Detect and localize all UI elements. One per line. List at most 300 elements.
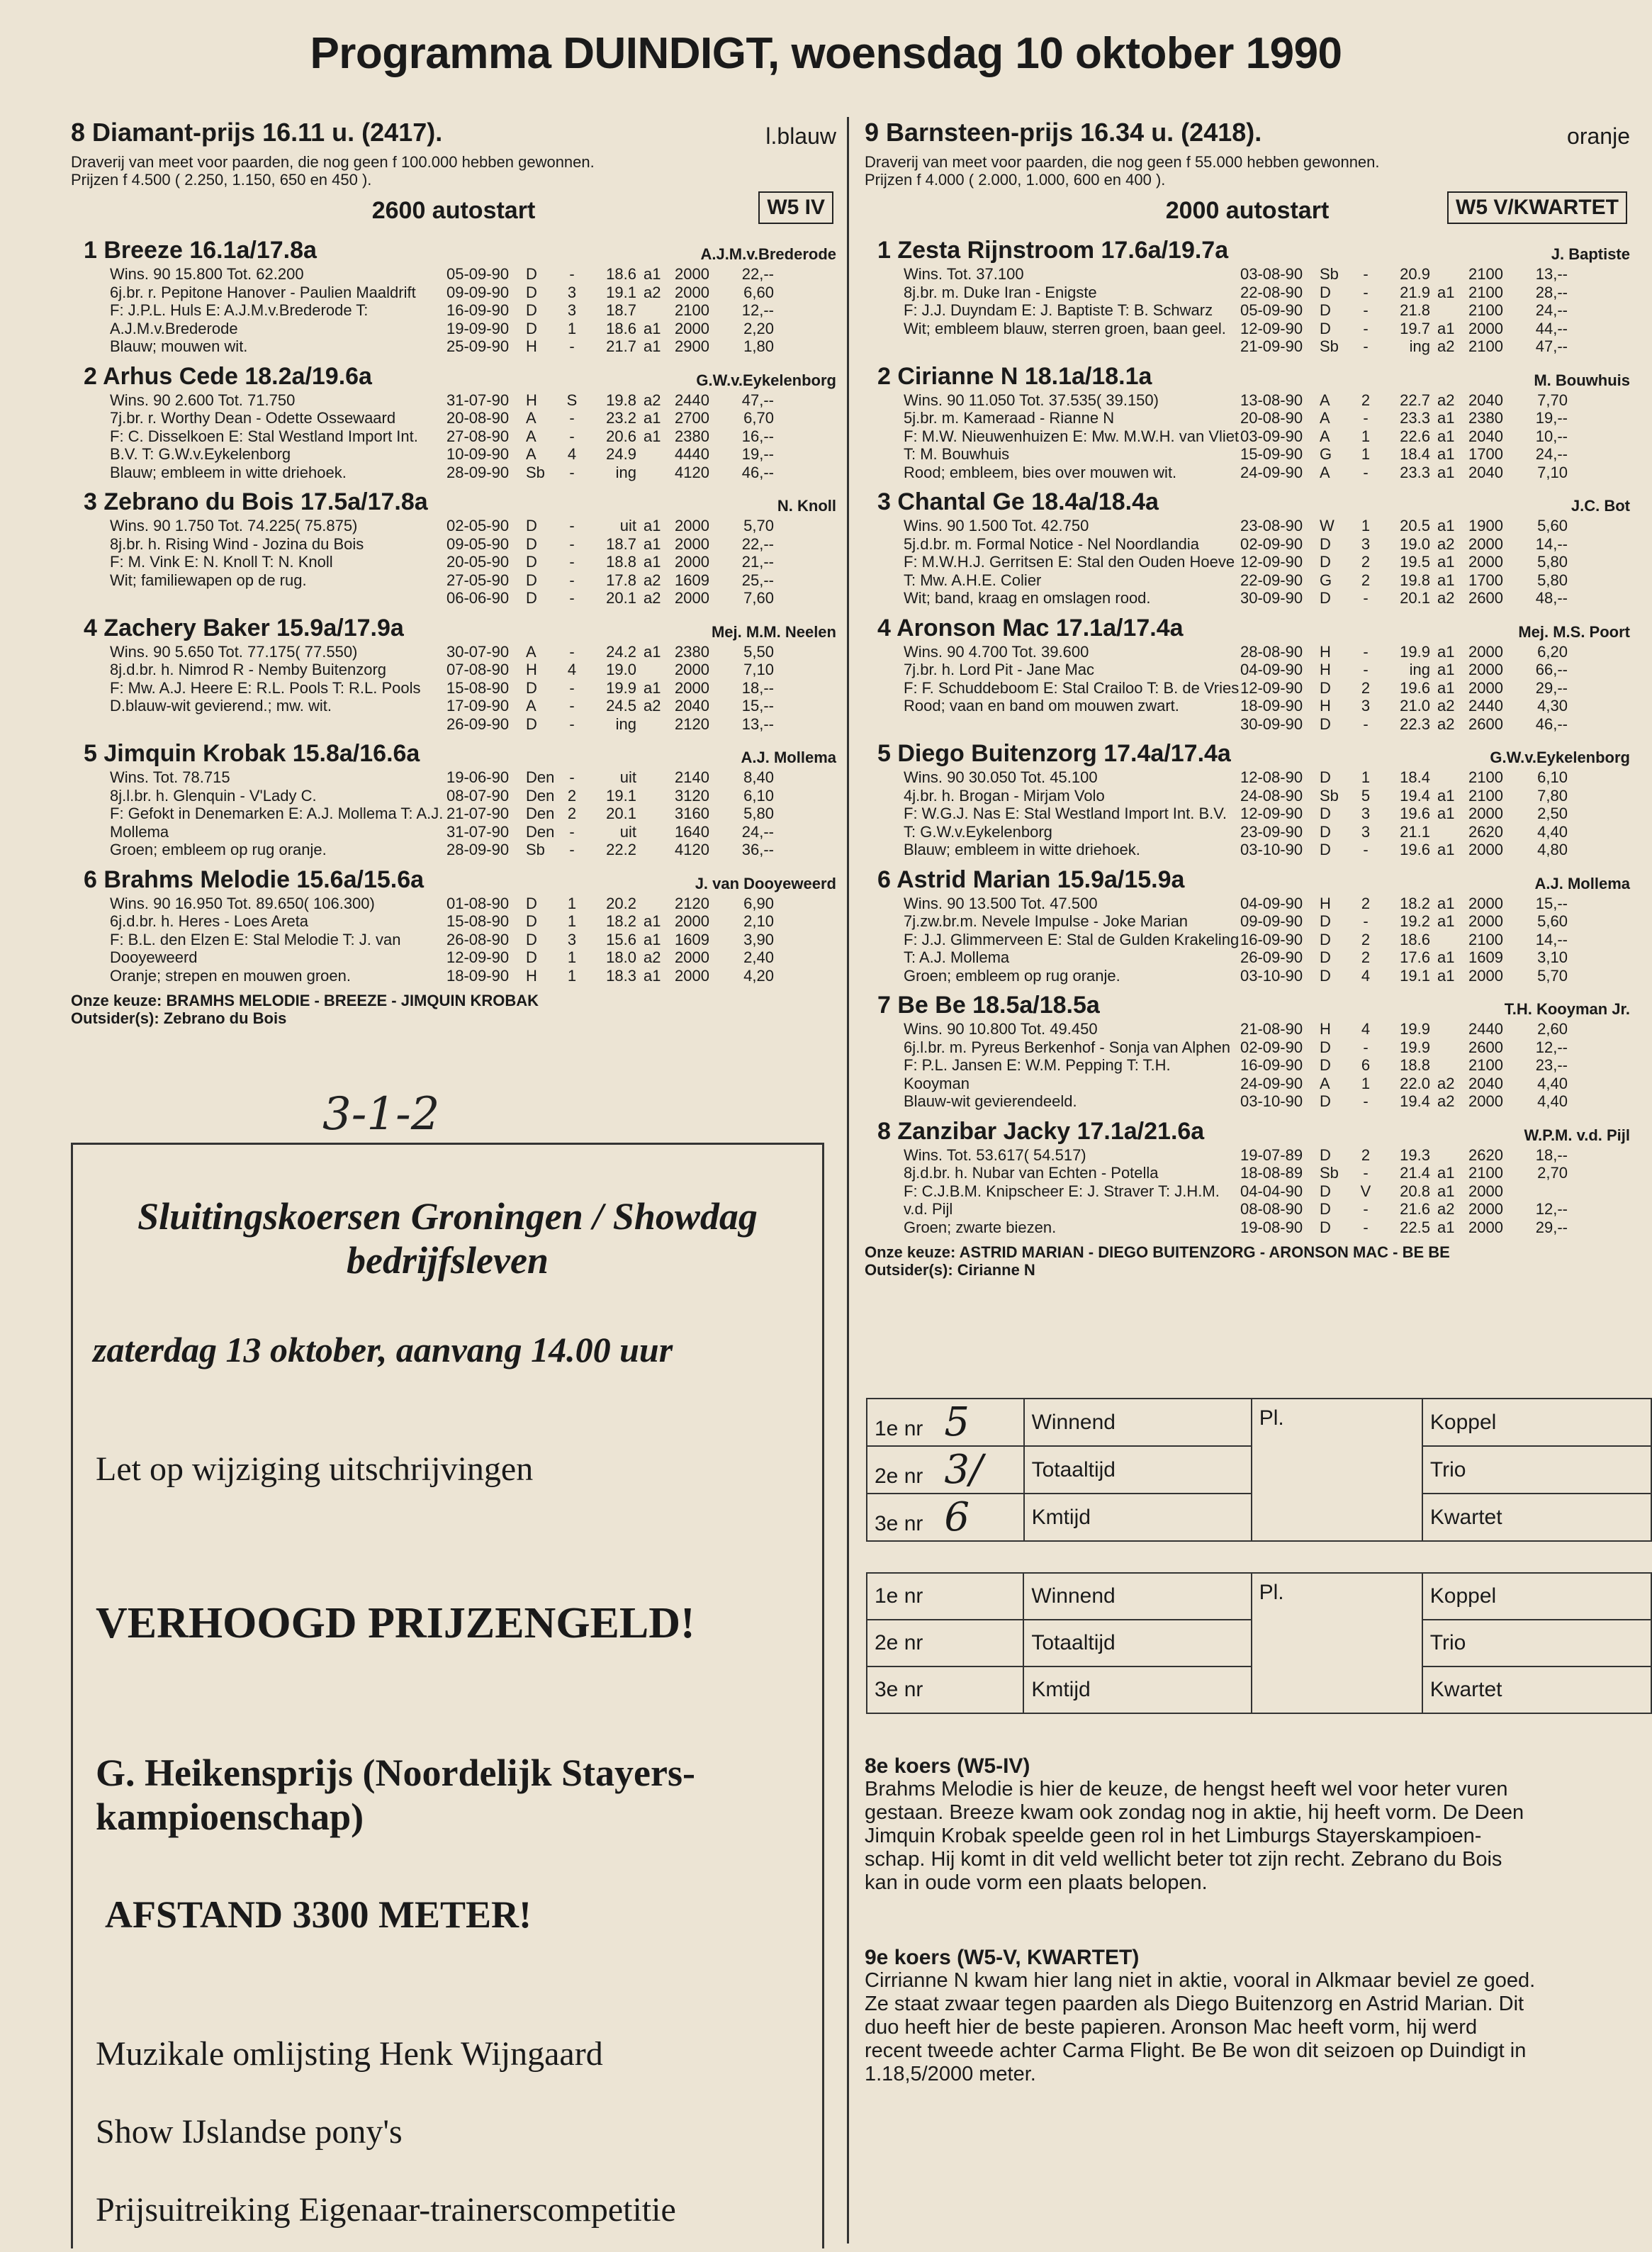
result-st: - bbox=[569, 715, 575, 733]
info-line: F: B.L. den Elzen E: Stal Melodie T: J. van bbox=[110, 930, 401, 948]
result-rk: a1 bbox=[1437, 1164, 1455, 1182]
result-pr: 28,-- bbox=[1535, 283, 1568, 301]
result-rk: a2 bbox=[1437, 589, 1455, 607]
start-row bbox=[865, 189, 1630, 230]
result-date: 24-09-90 bbox=[1240, 1074, 1303, 1092]
horse-trainer: T.H. Kooyman Jr. bbox=[1504, 1000, 1630, 1018]
info-line: F: J.J. Glimmerveen E: Stal de Gulden Krakeling bbox=[904, 930, 1240, 948]
bet-extra-cell: Trio bbox=[1422, 1446, 1651, 1494]
result-st: - bbox=[1363, 661, 1369, 678]
info-line: Rood; vaan en band om mouwen zwart. bbox=[904, 697, 1179, 715]
result-pr: 12,-- bbox=[1535, 1038, 1568, 1056]
place-cell[interactable]: Pl. bbox=[1252, 1399, 1422, 1541]
info-line: T: M. Bouwhuis bbox=[904, 445, 1010, 463]
result-row bbox=[1240, 265, 1630, 284]
result-rk bbox=[644, 445, 675, 464]
result-st: 1 bbox=[1361, 517, 1371, 534]
bet-type-cell: Kmtijd bbox=[1023, 1666, 1251, 1713]
result-row bbox=[446, 589, 836, 607]
result-st: 1 bbox=[1361, 445, 1371, 463]
result-row bbox=[1240, 517, 1630, 535]
result-st: - bbox=[569, 463, 575, 481]
result-tr: Sb bbox=[1320, 786, 1339, 805]
result-dist: 2000 bbox=[675, 319, 709, 337]
result-date: 30-09-90 bbox=[1240, 589, 1303, 607]
comment-title: 8e koers (W5-IV) bbox=[865, 1754, 1030, 1778]
result-tr: D bbox=[526, 571, 537, 589]
result-rk: a2 bbox=[1437, 1092, 1455, 1110]
result-date: 03-10-90 bbox=[1240, 966, 1303, 985]
result-date: 19-08-90 bbox=[1240, 1218, 1303, 1236]
horse-info bbox=[71, 265, 446, 356]
position-cell[interactable]: 1e nr bbox=[867, 1573, 1023, 1620]
result-tr: D bbox=[526, 894, 537, 912]
info-line: Wit; embleem blauw, sterren groen, baan geel. bbox=[904, 319, 1226, 337]
result-dist: 2000 bbox=[675, 553, 709, 571]
bet-extra-cell: Koppel bbox=[1422, 1399, 1651, 1446]
result-pr: 4,30 bbox=[1537, 697, 1568, 715]
result-tm: 18.6 bbox=[606, 265, 636, 283]
result-rk bbox=[1437, 823, 1468, 841]
result-tr: D bbox=[1320, 768, 1331, 786]
result-tm: 20.1 bbox=[606, 589, 636, 607]
result-rk: a1 bbox=[1437, 894, 1455, 912]
result-dist: 2700 bbox=[675, 409, 709, 427]
result-st: 1 bbox=[1361, 768, 1371, 786]
result-tr: D bbox=[526, 715, 537, 733]
result-tr: A bbox=[526, 642, 536, 661]
result-dist: 2380 bbox=[675, 642, 709, 661]
result-tm: ing bbox=[615, 715, 636, 733]
race-title: 9 Barnsteen-prijs 16.34 u. (2418). bbox=[865, 118, 1262, 147]
result-tm: uit bbox=[619, 517, 636, 534]
result-tm: 20.2 bbox=[606, 894, 636, 912]
result-row bbox=[446, 553, 836, 571]
result-pr: 15,-- bbox=[741, 697, 774, 715]
info-line: Blauw; mouwen wit. bbox=[110, 337, 248, 355]
result-date: 31-07-90 bbox=[446, 391, 510, 409]
result-tm: 19.1 bbox=[606, 786, 636, 805]
result-pr: 5,50 bbox=[743, 642, 774, 661]
result-tm: 19.9 bbox=[1400, 1038, 1430, 1056]
result-row bbox=[1240, 931, 1630, 949]
horse-entry bbox=[865, 992, 1630, 1111]
result-dist: 1609 bbox=[675, 571, 709, 589]
result-row bbox=[446, 643, 836, 661]
result-date: 28-09-90 bbox=[446, 463, 510, 481]
results-table bbox=[446, 265, 836, 356]
result-dist: 2000 bbox=[675, 517, 709, 534]
result-row bbox=[1240, 409, 1630, 427]
result-rk: a1 bbox=[644, 966, 661, 985]
info-line: 4j.br. h. Brogan - Mirjam Volo bbox=[904, 786, 1105, 805]
result-row bbox=[446, 805, 836, 823]
result-st: - bbox=[569, 822, 575, 841]
result-tm: 19.6 bbox=[1400, 678, 1430, 697]
info-line: F: P.L. Jansen E: W.M. Pepping T: T.H. bbox=[904, 1056, 1171, 1074]
start-type: 2000 autostart bbox=[1165, 197, 1330, 224]
result-rk: a2 bbox=[644, 697, 661, 715]
result-rk bbox=[1437, 301, 1468, 320]
result-row bbox=[1240, 535, 1630, 554]
info-line: Wins. 90 11.050 Tot. 37.535( 39.150) bbox=[904, 391, 1159, 409]
result-pr: 4,40 bbox=[1537, 822, 1568, 841]
result-dist: 2440 bbox=[1468, 697, 1503, 715]
result-dist: 2000 bbox=[675, 534, 709, 553]
info-line: F: C.J.B.M. Knipscheer E: J. Straver T: J.H.M. bbox=[904, 1182, 1220, 1200]
bet-row bbox=[867, 1399, 1651, 1446]
result-row bbox=[1240, 1056, 1630, 1075]
info-line: Wins. 90 1.750 Tot. 74.225( 75.875) bbox=[110, 517, 358, 534]
result-st: - bbox=[1363, 1038, 1369, 1056]
result-tr: Sb bbox=[1320, 265, 1339, 283]
result-tr: D bbox=[526, 283, 537, 301]
result-tr: H bbox=[1320, 697, 1331, 715]
horse-info bbox=[865, 1020, 1240, 1111]
place-cell[interactable]: Pl. bbox=[1252, 1573, 1422, 1713]
result-dist: 2100 bbox=[1468, 786, 1503, 805]
info-line: Wins. 90 5.650 Tot. 77.175( 77.550) bbox=[110, 642, 358, 661]
result-date: 24-09-90 bbox=[1240, 463, 1303, 481]
bet-form-2 bbox=[866, 1572, 1652, 1714]
result-dist: 2100 bbox=[1468, 265, 1503, 283]
info-line: Blauw; embleem in witte driehoek. bbox=[904, 841, 1140, 858]
result-date: 27-08-90 bbox=[446, 427, 510, 445]
result-date: 09-05-90 bbox=[446, 534, 510, 553]
horse-entry bbox=[865, 866, 1630, 985]
info-line: Groen; embleem op rug oranje. bbox=[110, 841, 327, 858]
result-st: 4 bbox=[1361, 1020, 1371, 1038]
result-rk: a1 bbox=[644, 517, 661, 534]
bet-type-cell: Winnend bbox=[1023, 1573, 1251, 1620]
horse-header bbox=[865, 237, 1630, 265]
result-date: 12-09-90 bbox=[446, 948, 510, 966]
result-date: 07-08-90 bbox=[446, 661, 510, 678]
outsiders: Outsider(s): Zebrano du Bois bbox=[71, 1009, 287, 1027]
horse-name: 3 Chantal Ge 18.4a/18.4a bbox=[877, 488, 1159, 515]
result-date: 12-09-90 bbox=[1240, 678, 1303, 697]
result-tm: 20.9 bbox=[1400, 265, 1430, 283]
position-cell[interactable]: 2e nr 3/ bbox=[867, 1446, 1024, 1494]
result-pr bbox=[1518, 1182, 1568, 1201]
horse-details bbox=[71, 768, 836, 859]
race-title: 8 Diamant-prijs 16.11 u. (2417). bbox=[71, 118, 443, 147]
result-dist: 2100 bbox=[1468, 337, 1503, 355]
info-line: Wit; band, kraag en omslagen rood. bbox=[904, 589, 1151, 607]
ad-music: Muzikale omlijsting Henk Wijngaard bbox=[96, 2035, 603, 2073]
result-dist: 2000 bbox=[1468, 894, 1503, 912]
bet-type-cell: Kmtijd bbox=[1024, 1494, 1252, 1541]
result-dist: 2100 bbox=[1468, 283, 1503, 301]
info-line: Groen; embleem op rug oranje. bbox=[904, 966, 1120, 985]
result-tm: 19.0 bbox=[1400, 534, 1430, 553]
results-table bbox=[1240, 768, 1630, 859]
horse-trainer: N. Knoll bbox=[777, 497, 836, 515]
result-pr: 29,-- bbox=[1535, 1218, 1568, 1236]
result-row bbox=[1240, 661, 1630, 679]
result-row bbox=[446, 571, 836, 590]
result-row bbox=[1240, 967, 1630, 985]
result-dist: 2900 bbox=[675, 337, 709, 355]
result-pr: 21,-- bbox=[741, 553, 774, 571]
result-tr: A bbox=[1320, 391, 1330, 409]
result-tr: Sb bbox=[1320, 337, 1339, 355]
result-rk: a1 bbox=[1437, 1218, 1455, 1236]
result-pr: 5,70 bbox=[1537, 966, 1568, 985]
result-tm: 18.3 bbox=[606, 966, 636, 985]
result-dist: 2000 bbox=[1468, 661, 1503, 678]
result-tm: 21.1 bbox=[1400, 822, 1430, 841]
position-cell[interactable]: 2e nr bbox=[867, 1620, 1023, 1666]
result-st: - bbox=[1363, 1200, 1369, 1218]
result-date: 13-08-90 bbox=[1240, 391, 1303, 409]
result-tm: 22.2 bbox=[606, 841, 636, 858]
horse-name: 8 Zanzibar Jacky 17.1a/21.6a bbox=[877, 1117, 1205, 1145]
result-dist: 1609 bbox=[1468, 948, 1503, 966]
result-dist: 4120 bbox=[675, 841, 709, 858]
result-pr: 29,-- bbox=[1535, 678, 1568, 697]
result-tm: 23.3 bbox=[1400, 463, 1430, 481]
result-date: 19-07-89 bbox=[1240, 1145, 1303, 1164]
result-st: 3 bbox=[567, 930, 577, 948]
horse-trainer: M. Bouwhuis bbox=[1534, 371, 1630, 389]
result-dist: 2000 bbox=[1468, 642, 1503, 661]
result-row bbox=[1240, 895, 1630, 913]
result-rk bbox=[644, 895, 675, 913]
start-row bbox=[71, 189, 836, 230]
race-9-column bbox=[865, 113, 1630, 1279]
result-dist: 2120 bbox=[675, 715, 709, 733]
result-row bbox=[446, 265, 836, 284]
result-pr: 6,20 bbox=[1537, 642, 1568, 661]
results-table bbox=[446, 391, 836, 482]
result-st: - bbox=[1363, 301, 1369, 319]
result-rk: a1 bbox=[644, 427, 661, 445]
result-tm: 24.5 bbox=[606, 697, 636, 715]
race-header bbox=[71, 113, 836, 153]
info-line: T: A.J. Mollema bbox=[904, 948, 1010, 966]
result-st: - bbox=[569, 678, 575, 697]
result-tr: D bbox=[526, 534, 537, 553]
result-rk: a1 bbox=[644, 678, 661, 697]
result-date: 22-09-90 bbox=[1240, 571, 1303, 589]
horse-name: 2 Cirianne N 18.1a/18.1a bbox=[877, 362, 1152, 390]
ad-distance: AFSTAND 3300 METER! bbox=[105, 1893, 532, 1936]
result-date: 26-09-90 bbox=[446, 715, 510, 733]
result-tr: D bbox=[1320, 1218, 1331, 1236]
info-line: 5j.d.br. m. Formal Notice - Nel Noordlandia bbox=[904, 534, 1199, 553]
info-line: Mollema bbox=[110, 822, 169, 841]
result-pr: 5,80 bbox=[1537, 553, 1568, 571]
result-rk bbox=[644, 661, 675, 679]
result-date: 02-09-90 bbox=[1240, 1038, 1303, 1056]
result-tm: 18.7 bbox=[606, 301, 636, 319]
result-st: - bbox=[569, 571, 575, 589]
info-line: 6j.d.br. h. Heres - Loes Areta bbox=[110, 912, 309, 930]
result-dist: 2000 bbox=[1468, 1218, 1503, 1236]
result-tr: D bbox=[1320, 715, 1331, 733]
result-pr: 18,-- bbox=[741, 678, 774, 697]
horse-entry bbox=[865, 740, 1630, 859]
horse-details bbox=[71, 517, 836, 607]
result-rk: a2 bbox=[644, 948, 661, 966]
horse-name: 1 Zesta Rijnstroom 17.6a/19.7a bbox=[877, 237, 1229, 264]
result-tm: uit bbox=[619, 822, 636, 841]
result-row bbox=[1240, 768, 1630, 787]
result-pr: 14,-- bbox=[1535, 930, 1568, 948]
result-rk: a2 bbox=[1437, 715, 1455, 733]
result-pr: 12,-- bbox=[741, 301, 774, 319]
horse-header bbox=[71, 363, 836, 391]
result-pr: 13,-- bbox=[1535, 265, 1568, 283]
result-tm: 19.6 bbox=[1400, 805, 1430, 822]
info-line: F: F. Schuddeboom E: Stal Crailoo T: B. de Vries bbox=[904, 678, 1240, 697]
position-cell[interactable]: 3e nr bbox=[867, 1666, 1023, 1713]
result-tr: D bbox=[1320, 589, 1331, 607]
result-dist: 2100 bbox=[1468, 768, 1503, 786]
result-rk: a2 bbox=[644, 589, 661, 607]
result-st: - bbox=[569, 427, 575, 445]
result-tr: Sb bbox=[1320, 1164, 1339, 1182]
result-date: 19-09-90 bbox=[446, 319, 510, 337]
result-pr: 44,-- bbox=[1535, 319, 1568, 337]
result-tm: 19.0 bbox=[606, 661, 636, 678]
result-dist: 2100 bbox=[675, 301, 709, 319]
result-st: - bbox=[569, 534, 575, 553]
horse-trainer: Mej. M.S. Poort bbox=[1518, 622, 1630, 641]
race-description: Prijzen f 4.000 ( 2.000, 1.000, 600 en 400 ). bbox=[865, 171, 1166, 189]
result-dist: 2000 bbox=[1468, 534, 1503, 553]
result-row bbox=[446, 895, 836, 913]
result-row bbox=[446, 697, 836, 715]
result-dist: 3160 bbox=[675, 805, 709, 822]
result-rk bbox=[644, 823, 675, 841]
result-pr: 3,10 bbox=[1537, 948, 1568, 966]
info-line: Kooyman bbox=[904, 1074, 970, 1092]
info-line: T: G.W.v.Eykelenborg bbox=[904, 822, 1052, 841]
column-divider bbox=[847, 117, 849, 2243]
result-rk: a1 bbox=[644, 642, 661, 661]
result-row bbox=[1240, 320, 1630, 338]
result-st: 2 bbox=[1361, 894, 1371, 912]
result-date: 28-08-90 bbox=[1240, 642, 1303, 661]
result-dist: 4120 bbox=[675, 463, 709, 481]
our-choice: Onze keuze: BRAMHS MELODIE - BREEZE - JIMQUIN KROBAK bbox=[71, 992, 539, 1009]
result-pr: 8,40 bbox=[743, 768, 774, 786]
info-line: 7j.zw.br.m. Nevele Impulse - Joke Marian bbox=[904, 912, 1189, 930]
result-tr: D bbox=[1320, 930, 1331, 948]
result-date: 10-09-90 bbox=[446, 445, 510, 463]
info-line: Blauw-wit gevierendeeld. bbox=[904, 1092, 1077, 1110]
horse-info bbox=[71, 643, 446, 734]
info-line: F: Mw. A.J. Heere E: R.L. Pools T: R.L. Pools bbox=[110, 678, 421, 697]
result-tm: 21.4 bbox=[1400, 1164, 1430, 1182]
info-line: Wins. Tot. 37.100 bbox=[904, 265, 1024, 283]
result-rk: a1 bbox=[1437, 912, 1455, 930]
result-rk: a1 bbox=[1437, 445, 1455, 463]
result-pr: 6,10 bbox=[1537, 768, 1568, 786]
result-row bbox=[1240, 1020, 1630, 1038]
result-st: 4 bbox=[1361, 966, 1371, 985]
result-date: 03-08-90 bbox=[1240, 265, 1303, 283]
result-row bbox=[446, 391, 836, 410]
position-cell[interactable]: 3e nr 6 bbox=[867, 1494, 1024, 1541]
comment-race-9: 9e koers (W5-V, KWARTET) Cirrianne N kwam hier lang niet in aktie, vooral in Alkmaar beviel ze goed. Ze staat zwaar tegen paarden als Diego Buitenzorg en Astrid Marian. Dit duo heeft hier de beste papieren. Aronson Mac heeft vorm, hij werd recent tweede achter Carma Flight. Be Be won dit seizoen op Duindigt in 1.18,5/2000 meter. bbox=[865, 1946, 1630, 2086]
horse-header bbox=[865, 615, 1630, 643]
result-row bbox=[1240, 391, 1630, 410]
result-tm: 22.5 bbox=[1400, 1218, 1430, 1236]
result-tr: H bbox=[526, 337, 537, 355]
outsiders: Outsider(s): Cirianne N bbox=[865, 1261, 1035, 1279]
info-line: F: J.J. Duyndam E: J. Baptiste T: B. Schwarz bbox=[904, 301, 1213, 319]
result-pr: 23,-- bbox=[1535, 1056, 1568, 1074]
result-date: 20-08-90 bbox=[446, 409, 510, 427]
result-st: 3 bbox=[1361, 805, 1371, 822]
results-table bbox=[1240, 1020, 1630, 1111]
horse-name: 5 Diego Buitenzorg 17.4a/17.4a bbox=[877, 740, 1231, 767]
result-st: 2 bbox=[1361, 553, 1371, 571]
result-date: 05-09-90 bbox=[1240, 301, 1303, 319]
result-row bbox=[446, 464, 836, 482]
result-row bbox=[1240, 841, 1630, 859]
result-rk bbox=[1437, 1056, 1468, 1075]
race-header bbox=[865, 113, 1630, 153]
bet-type-cell: Totaaltijd bbox=[1024, 1446, 1252, 1494]
result-dist: 2380 bbox=[1468, 409, 1503, 427]
horse-details bbox=[71, 265, 836, 356]
result-tr: D bbox=[526, 678, 537, 697]
horse-info bbox=[865, 643, 1240, 734]
result-pr: 4,20 bbox=[743, 966, 774, 985]
ad-notice: Let op wijziging uitschrijvingen bbox=[96, 1450, 534, 1488]
position-cell[interactable]: 1e nr 5 bbox=[867, 1399, 1024, 1446]
horse-info bbox=[865, 895, 1240, 985]
result-row bbox=[1240, 805, 1630, 823]
result-date: 15-08-90 bbox=[446, 678, 510, 697]
result-row bbox=[446, 715, 836, 734]
info-line: F: C. Disselkoen E: Stal Westland Import Int. bbox=[110, 427, 418, 445]
result-date: 26-08-90 bbox=[446, 930, 510, 948]
result-rk: a1 bbox=[1437, 661, 1455, 678]
result-date: 15-09-90 bbox=[1240, 445, 1303, 463]
info-line: Wins. Tot. 78.715 bbox=[110, 768, 230, 786]
result-row bbox=[446, 948, 836, 967]
result-pr: 5,60 bbox=[1537, 912, 1568, 930]
result-tr: G bbox=[1320, 571, 1332, 589]
horse-trainer: A.J.M.v.Brederode bbox=[700, 245, 836, 263]
horse-entry bbox=[865, 615, 1630, 734]
result-dist: 2000 bbox=[1468, 966, 1503, 985]
result-st: 3 bbox=[567, 283, 577, 301]
result-tr: Den bbox=[526, 822, 555, 841]
result-rk: a2 bbox=[1437, 391, 1455, 409]
result-pr: 48,-- bbox=[1535, 589, 1568, 607]
result-pr: 19,-- bbox=[741, 445, 774, 463]
result-row bbox=[1240, 1146, 1630, 1165]
result-tr: W bbox=[1320, 517, 1334, 534]
result-pr: 66,-- bbox=[1535, 661, 1568, 678]
info-line: F: Gefokt in Denemarken E: A.J. Mollema T: A.J. bbox=[110, 805, 444, 822]
ad-title: Sluitingskoersen Groningen / Showdag bedrijfsleven bbox=[137, 1195, 758, 1282]
result-rk bbox=[1437, 1038, 1468, 1057]
result-dist: 2100 bbox=[1468, 930, 1503, 948]
horse-header bbox=[71, 488, 836, 517]
result-pr: 6,70 bbox=[743, 409, 774, 427]
result-row bbox=[1240, 1038, 1630, 1057]
result-rk bbox=[1437, 931, 1468, 949]
info-line: 8j.d.br. h. Nimrod R - Nemby Buitenzorg bbox=[110, 661, 387, 678]
result-dist: 2000 bbox=[1468, 1092, 1503, 1110]
